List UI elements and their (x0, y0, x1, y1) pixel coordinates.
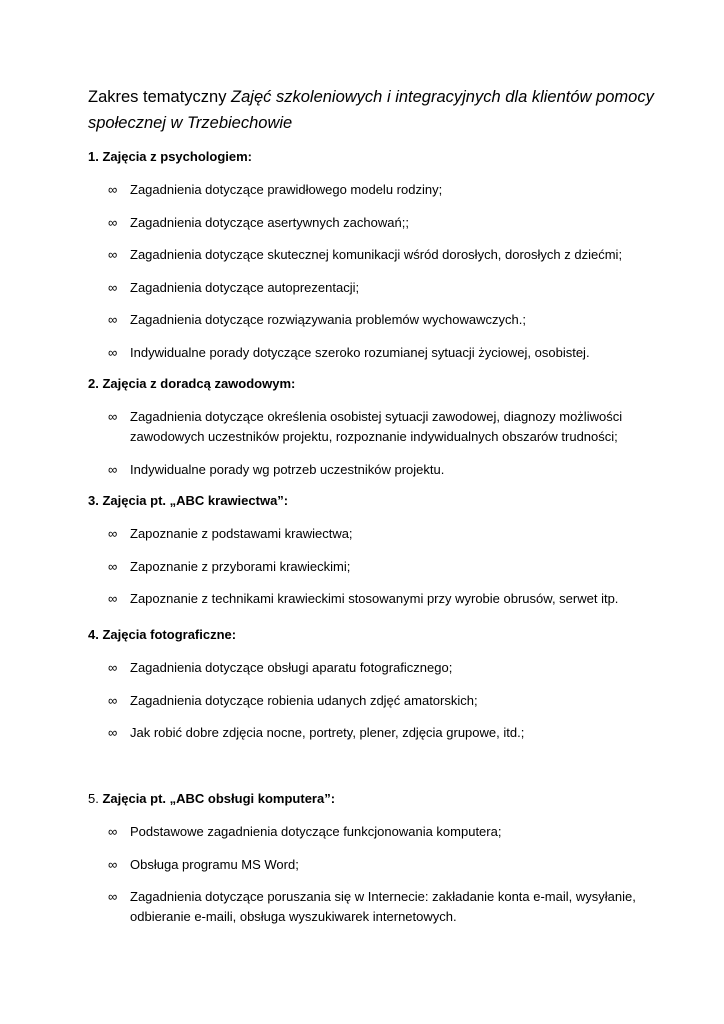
list-item (88, 460, 698, 480)
list-item-text: Zagadnienia dotyczące określenia osobistej sytuacji zawodowej, diagnozy możliwości zawodowych uczestników projektu, rozpoznanie indywidualnych obszarów trudności; (130, 409, 623, 444)
list-item-text: Jak robić dobre zdjęcia nocne, portrety, plener, zdjęcia grupowe, itd.; (130, 725, 525, 740)
list-item (88, 343, 698, 363)
list-item (88, 887, 698, 927)
list-item-text: Zagadnienia dotyczące poruszania się w Internecie: zakładanie konta e-mail, wysyłanie, odbieranie e-maili, obsługa wyszukiwarek internetowych. (130, 889, 636, 924)
list-item-text: Zagadnienia dotyczące rozwiązywania problemów wychowawczych.; (130, 312, 526, 327)
list-item (88, 822, 698, 842)
list-item-text: Zagadnienia dotyczące asertywnych zachowań;; (130, 214, 409, 230)
list-item-text: Indywidualne porady wg potrzeb uczestników projektu. (130, 461, 445, 477)
list-item-text: Obsługa programu MS Word; (130, 856, 299, 872)
list-item-text: Podstawowe zagadnienia dotyczące funkcjonowania komputera; (130, 824, 502, 839)
list-item (88, 213, 698, 233)
section-heading: 1. Zajęcia z psychologiem: (88, 149, 252, 164)
infinity-bullet-icon: ∞ (108, 889, 118, 904)
list-item (88, 658, 698, 678)
section-items (88, 658, 698, 743)
infinity-bullet-icon: ∞ (108, 409, 118, 424)
section-photography (88, 626, 698, 756)
list-item (88, 524, 698, 544)
list-item (88, 180, 698, 200)
list-item-text: Zapoznanie z podstawami krawiectwa; (130, 526, 353, 541)
list-item (88, 855, 698, 875)
section-heading: 2. Zajęcia z doradcą zawodowym: (88, 376, 296, 391)
list-item (88, 310, 698, 330)
list-item (88, 407, 698, 447)
section-items (88, 180, 698, 363)
section-heading: 3. Zajęcia pt. „ABC krawiectwa”: (88, 493, 289, 508)
list-item-text: Zagadnienia dotyczące skutecznej komunikacji wśród dorosłych, dorosłych z dziećmi; (130, 247, 623, 262)
section-career-advisor (88, 375, 698, 492)
infinity-bullet-icon: ∞ (108, 725, 118, 740)
section-heading-text: Zajęcia pt. „ABC obsługi komputera”: (98, 791, 336, 806)
infinity-bullet-icon: ∞ (108, 660, 118, 675)
list-item (88, 691, 698, 711)
list-item-text: Zagadnienia dotyczące prawidłowego modelu rodziny; (130, 182, 443, 197)
infinity-bullet-icon: ∞ (108, 824, 118, 839)
section-computer (88, 790, 698, 940)
infinity-bullet-icon: ∞ (108, 856, 118, 872)
infinity-bullet-icon: ∞ (108, 312, 118, 327)
section-items (88, 524, 698, 609)
infinity-bullet-icon: ∞ (108, 182, 118, 197)
section-heading: 4. Zajęcia fotograficzne: (88, 627, 237, 642)
section-items (88, 822, 698, 927)
list-item-text: Zagadnienia dotyczące obsługi aparatu fotograficznego; (130, 660, 453, 675)
list-item (88, 723, 698, 743)
list-item-text: Zagadnienia dotyczące robienia udanych zdjęć amatorskich; (130, 692, 478, 708)
list-item (88, 557, 698, 577)
infinity-bullet-icon: ∞ (108, 279, 118, 295)
section-tailoring (88, 492, 698, 622)
infinity-bullet-icon: ∞ (108, 214, 118, 230)
title-italic: Zajęć szkoleniowych i integracyjnych dla klientów pomocy społecznej w Trzebiechowie (88, 88, 654, 132)
document-title (88, 84, 688, 136)
section-psychologist (88, 148, 698, 375)
list-item (88, 278, 698, 298)
infinity-bullet-icon: ∞ (108, 344, 118, 360)
infinity-bullet-icon: ∞ (108, 692, 118, 708)
list-item-text: Indywidualne porady dotyczące szeroko rozumianej sytuacji życiowej, osobistej. (130, 344, 590, 360)
infinity-bullet-icon: ∞ (108, 461, 118, 477)
infinity-bullet-icon: ∞ (108, 558, 118, 574)
section-number: 5. (88, 791, 99, 806)
title-prefix: Zakres tematyczny (88, 88, 232, 106)
infinity-bullet-icon: ∞ (108, 526, 118, 541)
list-item-text: Zapoznanie z technikami krawieckimi stosowanymi przy wyrobie obrusów, serwet itp. (130, 591, 619, 606)
section-items (88, 407, 698, 480)
infinity-bullet-icon: ∞ (108, 247, 118, 262)
list-item-text: Zapoznanie z przyborami krawieckimi; (130, 558, 351, 574)
list-item (88, 589, 698, 609)
list-item-text: Zagadnienia dotyczące autoprezentacji; (130, 279, 360, 295)
section-heading (88, 790, 698, 808)
infinity-bullet-icon: ∞ (108, 591, 118, 606)
list-item (88, 245, 698, 265)
